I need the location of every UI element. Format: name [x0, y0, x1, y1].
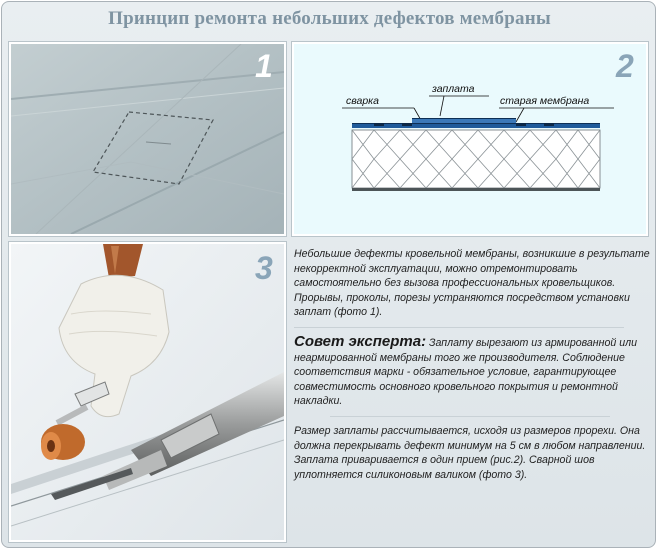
- photo-3-panel: [9, 242, 286, 542]
- divider: [294, 327, 624, 328]
- label-patch: заплата: [432, 83, 475, 95]
- photo-1-number: 1: [255, 48, 273, 84]
- label-weld: сварка: [346, 95, 379, 107]
- expert-text: Заплату вырезают из армированной или неармированной мембраны того же производителя. Соблюдение соответствия марки - обязательное условие, гарантирующее совместимость основного кровельного покрытия и ремонтной накладки.: [294, 336, 637, 408]
- diagram-number: 2: [616, 48, 634, 84]
- photo-1-panel: [9, 42, 286, 236]
- expert-advice: [294, 332, 650, 409]
- cross-section-diagram: [294, 44, 646, 234]
- roller-photo: [11, 244, 284, 540]
- label-old-membrane: старая мембрана: [500, 95, 590, 107]
- membrane-photo: [11, 44, 284, 234]
- paragraph-intro: Небольшие дефекты кровельной мембраны, возникшие в результате некорректной эксплуатации, можно отремонтировать самостоятельно без вызова профессиональных кровельщиков. Прорывы, проколы, порезы устраняются посредством установки заплат (фото 1).: [294, 248, 650, 319]
- divider: [330, 416, 610, 417]
- paragraph-patch-size: Размер заплаты рассчитывается, исходя из размеров прорехи. Она должна перекрывать дефект минимум на 5 см в любом направлении. Заплата приваривается в один прием (рис.2). Сварной шов уплотняется силиконовым валиком (фото 3).: [294, 424, 646, 481]
- description-column: [294, 247, 650, 482]
- page-title: Принцип ремонта небольших дефектов мембраны: [108, 8, 551, 29]
- expert-heading: Совет эксперта:: [294, 332, 427, 350]
- diagram-panel: [292, 42, 648, 236]
- photo-3-number: 3: [255, 250, 273, 286]
